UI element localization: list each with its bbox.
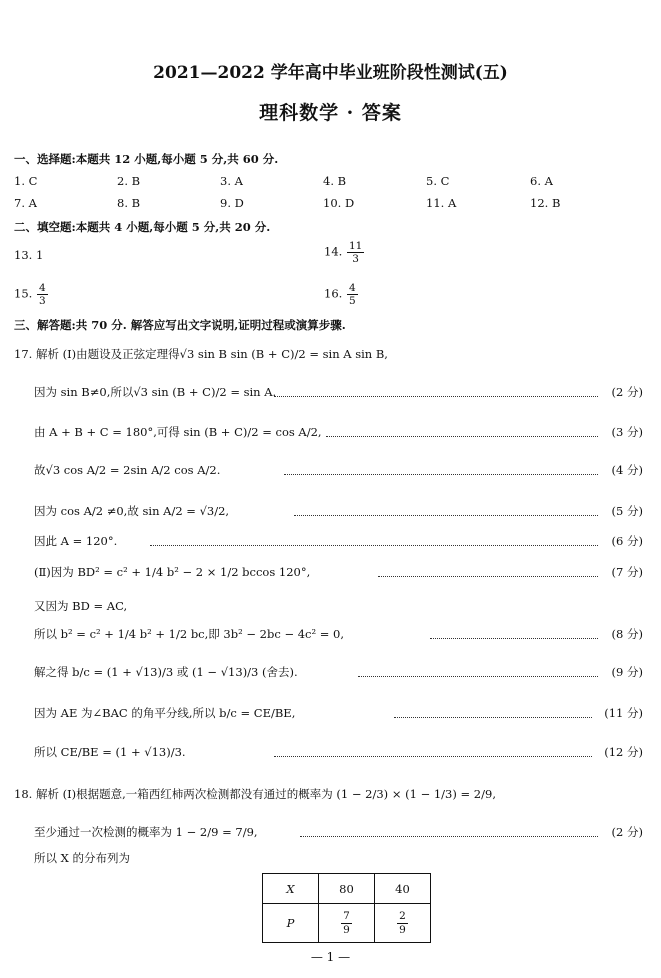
q17-score-7: (7 分) <box>611 565 643 579</box>
answer-14 <box>324 240 365 265</box>
q17-line-10: 解之得 b/c = (1 + √13)/3 或 (1 − √13)/3 (舍去). <box>34 665 298 679</box>
dotted-leader <box>300 836 598 837</box>
table-row <box>263 904 431 943</box>
section-heading-fill: 二、填空题:本题共 4 小题,每小题 5 分,共 20 分. <box>14 220 271 234</box>
q17-score-2: (2 分) <box>611 385 643 399</box>
dotted-leader <box>274 396 598 397</box>
dotted-leader <box>394 717 592 718</box>
page-number: — 1 — <box>310 950 351 964</box>
dotted-leader <box>378 576 598 577</box>
dotted-leader <box>150 545 598 546</box>
exam-title: 2021—2022 学年高中毕业班阶段性测试(五) <box>153 63 508 83</box>
answer-7: 7. A <box>14 196 37 210</box>
answer-16 <box>324 282 359 307</box>
q17-line-1: 17. 解析 (Ⅰ)由题设及正弦定理得√3 sin B sin (B + C)/2 = sin A sin B, <box>14 347 388 361</box>
q18-line-3: 所以 X 的分布列为 <box>34 851 130 865</box>
q17-line-7: (Ⅱ)因为 BD² = c² + 1/4 b² − 2 × 1/2 bccos 120°, <box>34 565 311 579</box>
q18-score-2: (2 分) <box>611 825 643 839</box>
answer-13: 13. 1 <box>14 248 44 262</box>
table-cell-40: 40 <box>375 874 431 904</box>
q17-line-9: 所以 b² = c² + 1/4 b² + 1/2 bc,即 3b² − 2bc − 4c² = 0, <box>34 627 345 641</box>
answer-8: 8. B <box>117 196 141 210</box>
dotted-leader <box>274 756 592 757</box>
table-cell-x-label: X <box>263 874 319 904</box>
distribution-table <box>262 873 431 943</box>
answer-15-label: 15. <box>14 286 33 301</box>
q17-line-2: 因为 sin B≠0,所以√3 sin (B + C)/2 = sin A. <box>34 385 277 399</box>
dotted-leader <box>430 638 598 639</box>
answer-subtitle: 理科数学 · 答案 <box>259 102 402 124</box>
table-row <box>263 874 431 904</box>
table-cell-p1: $\frac{7}{9}$ <box>319 904 375 943</box>
q17-line-12: 所以 CE/BE = (1 + √13)/3. <box>34 745 186 759</box>
answer-2: 2. B <box>117 174 141 188</box>
table-cell-p-label: P <box>263 904 319 943</box>
q17-score-3: (3 分) <box>611 425 643 439</box>
q17-line-5: 因为 cos A/2 ≠0,故 sin A/2 = √3/2, <box>34 504 230 518</box>
answer-11: 11. A <box>426 196 457 210</box>
q17-line-11: 因为 AE 为∠BAC 的角平分线,所以 b/c = CE/BE, <box>34 706 296 720</box>
q17-score-4: (4 分) <box>611 463 643 477</box>
dotted-leader <box>326 436 598 437</box>
q17-score-5: (5 分) <box>611 504 643 518</box>
answer-6: 6. A <box>530 174 553 188</box>
answer-4: 4. B <box>323 174 347 188</box>
answer-16-label: 16. <box>324 286 343 301</box>
answer-1: 1. C <box>14 174 38 188</box>
answer-14-label: 14. <box>324 244 343 259</box>
section-heading-choice: 一、选择题:本题共 12 小题,每小题 5 分,共 60 分. <box>14 152 279 166</box>
q17-line-4: 故√3 cos A/2 = 2sin A/2 cos A/2. <box>34 463 221 477</box>
dotted-leader <box>358 676 598 677</box>
q17-line-8: 又因为 BD = AC, <box>34 599 128 613</box>
table-cell-p2: $\frac{2}{9}$ <box>375 904 431 943</box>
answer-15 <box>14 282 49 307</box>
answer-5: 5. C <box>426 174 450 188</box>
q17-score-12: (12 分) <box>604 745 643 759</box>
answer-16-fraction: $\frac{4}{5}$ <box>348 282 356 308</box>
answer-9: 9. D <box>220 196 244 210</box>
q17-line-6: 因此 A = 120°. <box>34 534 118 548</box>
dotted-leader <box>294 515 598 516</box>
q17-score-6: (6 分) <box>611 534 643 548</box>
q17-score-11: (11 分) <box>604 706 643 720</box>
answer-3: 3. A <box>220 174 243 188</box>
q18-line-2: 至少通过一次检测的概率为 1 − 2/9 = 7/9, <box>34 825 258 839</box>
answer-10: 10. D <box>323 196 355 210</box>
q17-line-3: 由 A + B + C = 180°,可得 sin (B + C)/2 = cos A/2, <box>34 425 322 439</box>
answer-12: 12. B <box>530 196 561 210</box>
dotted-leader <box>284 474 598 475</box>
answer-15-fraction: $\frac{4}{3}$ <box>38 282 46 308</box>
q17-score-8: (8 分) <box>611 627 643 641</box>
section-heading-solution: 三、解答题:共 70 分. 解答应写出文字说明,证明过程或演算步骤. <box>14 318 346 332</box>
answer-14-fraction: $\frac{11}{3}$ <box>348 240 363 266</box>
q18-line-1: 18. 解析 (Ⅰ)根据题意,一箱西红柿两次检测都没有通过的概率为 (1 − 2/3) × (1 − 1/3) = 2/9, <box>14 787 496 801</box>
table-cell-80: 80 <box>319 874 375 904</box>
q17-score-9: (9 分) <box>611 665 643 679</box>
